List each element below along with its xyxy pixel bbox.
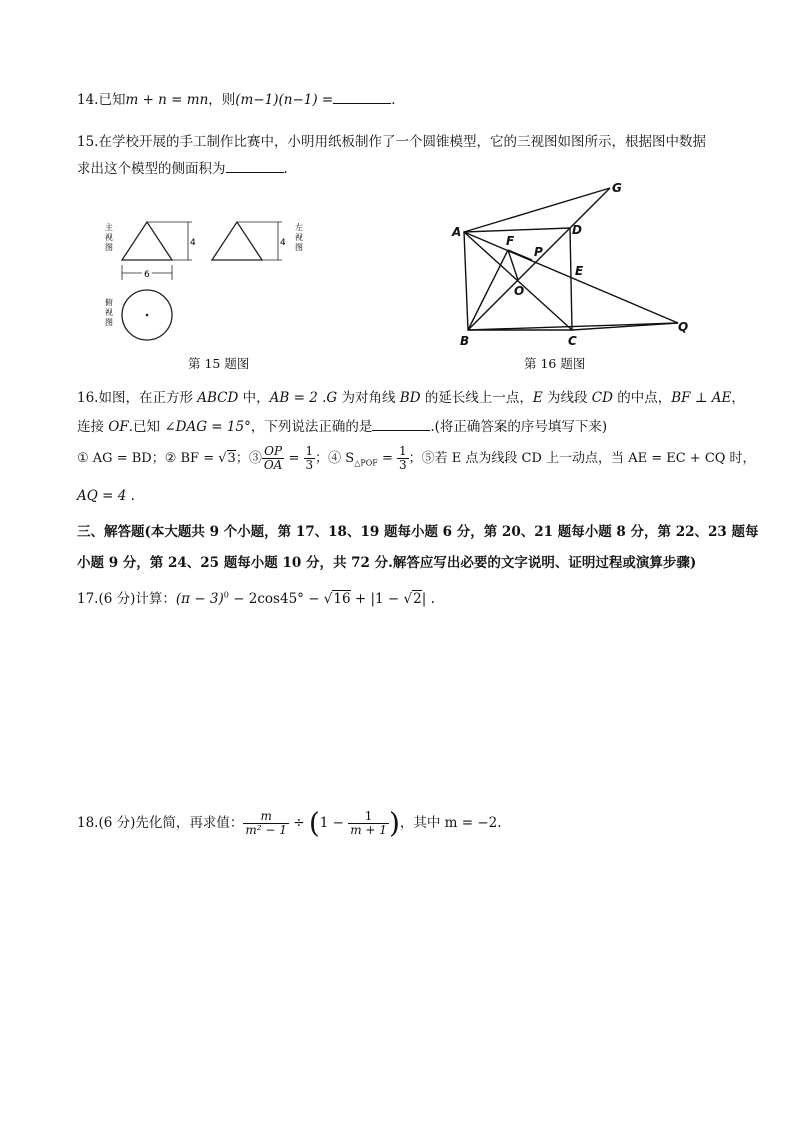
front-view-triangle bbox=[122, 222, 172, 260]
left-view-label: 左视图 bbox=[295, 223, 303, 252]
question-17: 17.(6 分)计算：$(\pi - 3)^0 - 2\cos 45^\circ - √16 + |1 - √2|$ . bbox=[77, 590, 435, 607]
label-p: P bbox=[534, 245, 543, 259]
section-3-heading-line-1: 三、解答题(本大题共 9 个小题，第 17、18、19 题每小题 6 分，第 20、21 题每小题 8 分，第 22、23 题每 bbox=[77, 524, 759, 540]
question-16-line-4: AQ = 4 . bbox=[77, 488, 135, 504]
figure-15-caption: 第 15 题图 bbox=[188, 356, 250, 371]
label-b: B bbox=[460, 334, 470, 348]
answer-blank[interactable] bbox=[372, 418, 430, 431]
question-14: 14.已知m + n = mn，则(m−1)(n−1) = . bbox=[77, 92, 396, 108]
label-f: F bbox=[506, 234, 515, 248]
label-g: G bbox=[612, 181, 622, 195]
label-e: E bbox=[575, 264, 584, 278]
fraction-one-third: $\frac{1}{3}$ bbox=[305, 444, 314, 472]
figure-16-caption: 第 16 题图 bbox=[524, 356, 586, 371]
label-o: O bbox=[514, 284, 525, 298]
label-c: C bbox=[568, 334, 577, 348]
dim-height-front: 4 bbox=[190, 238, 196, 248]
question-15-line-2: 求出这个模型的侧面积为 . bbox=[77, 161, 288, 177]
fraction-m-over-m2-1: $\frac{m}{\text{m² − 1}}$ bbox=[245, 809, 287, 837]
left-view-triangle bbox=[212, 222, 262, 260]
question-16-line-1: 16.如图，在正方形 ABCD 中，AB = 2 .G 为对角线 BD 的延长线上一点，E 为线段 CD 的中点，BF ⊥ AE， bbox=[77, 390, 745, 406]
question-16-options: ① AG = BD；② BF = √3；③ $\frac{OP}{OA}$ = $\frac{1}{3}$ ；④ $S_{\triangle POF}$ = $\frac{1}{3}$ ；⑤若 E 点为线段 CD 上一动点，当 AE = EC + CQ 时， bbox=[77, 444, 756, 472]
section-3-heading-line-2: 小题 9 分，第 24、25 题每小题 10 分，共 72 分.解答应写出必要的文字说明、证明过程或演算步骤) bbox=[77, 555, 697, 571]
figure-16-square-diagram bbox=[450, 178, 700, 350]
dim-height-left: 4 bbox=[280, 238, 286, 248]
dim-width: 6 bbox=[144, 270, 150, 280]
answer-blank[interactable] bbox=[333, 91, 391, 104]
fraction-op-oa: $\frac{OP}{OA}$ bbox=[263, 444, 283, 472]
label-q: Q bbox=[678, 320, 689, 334]
label-a: A bbox=[452, 225, 462, 239]
label-d: D bbox=[572, 223, 582, 237]
question-18: 18.(6 分)先化简，再求值： $\frac{m}{\text{m² − 1}}$ ÷ (1 − $\frac{1}{m + 1}$ )，其中 m = −2. bbox=[77, 806, 502, 840]
top-view-label: 俯视图 bbox=[105, 298, 113, 327]
figure-15-three-views bbox=[100, 210, 320, 345]
question-15-line-1: 15.在学校开展的手工制作比赛中，小明用纸板制作了一个圆锥模型，它的三视图如图所示，根据图中数据 bbox=[77, 134, 706, 150]
question-16-line-2: 连接 OF.已知 ∠DAG = 15°，下列说法正确的是 .(将正确答案的序号填写下来) bbox=[77, 419, 608, 435]
answer-blank[interactable] bbox=[226, 160, 284, 173]
fraction-1-over-m-plus-1: $\frac{1}{m + 1}$ bbox=[350, 809, 387, 837]
front-view-label: 主视图 bbox=[105, 223, 113, 252]
fraction-one-third-2: $\frac{1}{3}$ bbox=[399, 444, 407, 472]
